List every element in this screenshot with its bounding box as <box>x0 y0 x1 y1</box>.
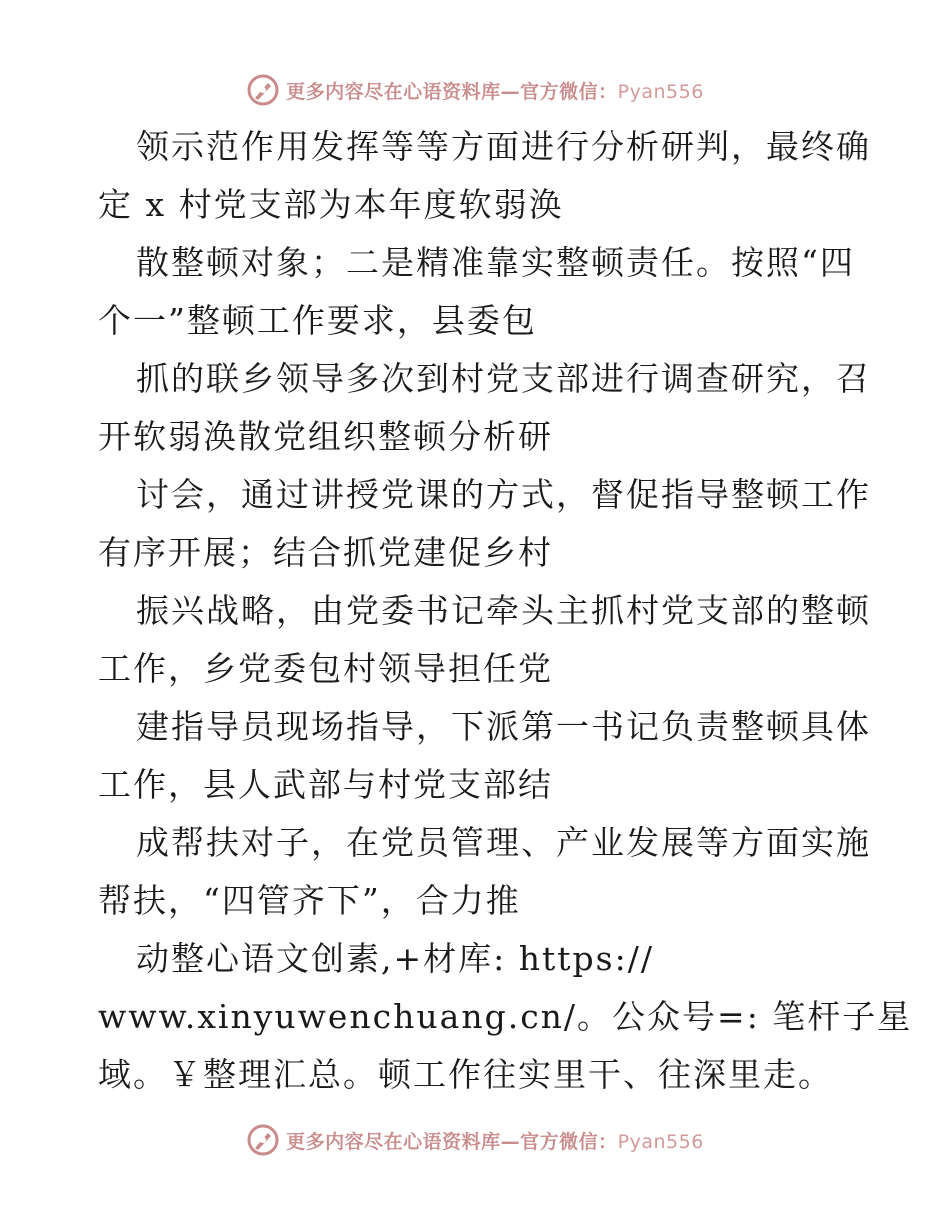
watermark-text: 更多内容尽在心语资料库—官方微信：Pyan556 <box>286 1130 704 1153</box>
body-line: 散整顿对象；二是精准靠实整顿责任。按照“四 <box>136 243 855 282</box>
body-line: 工作，县人武部与村党支部结 <box>98 765 553 804</box>
body-line: 振兴战略，由党委书记牵头主抓村党支部的整顿 <box>136 591 871 630</box>
body-line: 个一”整顿工作要求，县委包 <box>98 301 537 340</box>
body-line: 领示范作用发挥等等方面进行分析研判，最终确 <box>136 127 871 166</box>
watermark-handle: Pyan556 <box>617 1130 704 1153</box>
body-line: 动整心语文创素,+材库: https:// <box>136 939 654 978</box>
body-line: 抓的联乡领导多次到村党支部进行调查研究，召 <box>136 359 871 398</box>
watermark-handle: Pyan556 <box>617 80 704 103</box>
body-line: 成帮扶对子，在党员管理、产业发展等方面实施 <box>136 823 871 862</box>
body-line: 定 x 村党支部为本年度软弱涣 <box>98 185 564 224</box>
header-watermark <box>0 70 950 110</box>
body-line: 域。￥整理汇总。顿工作往实里干、往深里走。 <box>98 1055 833 1094</box>
watermark-text: 更多内容尽在心语资料库—官方微信：Pyan556 <box>286 80 704 103</box>
pen-circle-logo-icon <box>246 1123 280 1157</box>
body-line: 建指导员现场指导，下派第一书记负责整顿具体 <box>136 707 871 746</box>
body-line: www.xinyuwenchuang.cn/。公众号=: 笔杆子星 <box>98 997 913 1036</box>
body-line: 有序开展；结合抓党建促乡村 <box>98 533 553 572</box>
body-line: 讨会，通过讲授党课的方式，督促指导整顿工作 <box>136 475 871 514</box>
body-line: 帮扶，“四管齐下”，合力推 <box>98 881 521 920</box>
pen-circle-logo-icon <box>246 73 280 107</box>
document-body <box>98 118 913 1104</box>
body-line: 开软弱涣散党组织整顿分析研 <box>98 417 553 456</box>
body-line: 工作，乡党委包村领导担任党 <box>98 649 553 688</box>
footer-watermark <box>0 1120 950 1160</box>
